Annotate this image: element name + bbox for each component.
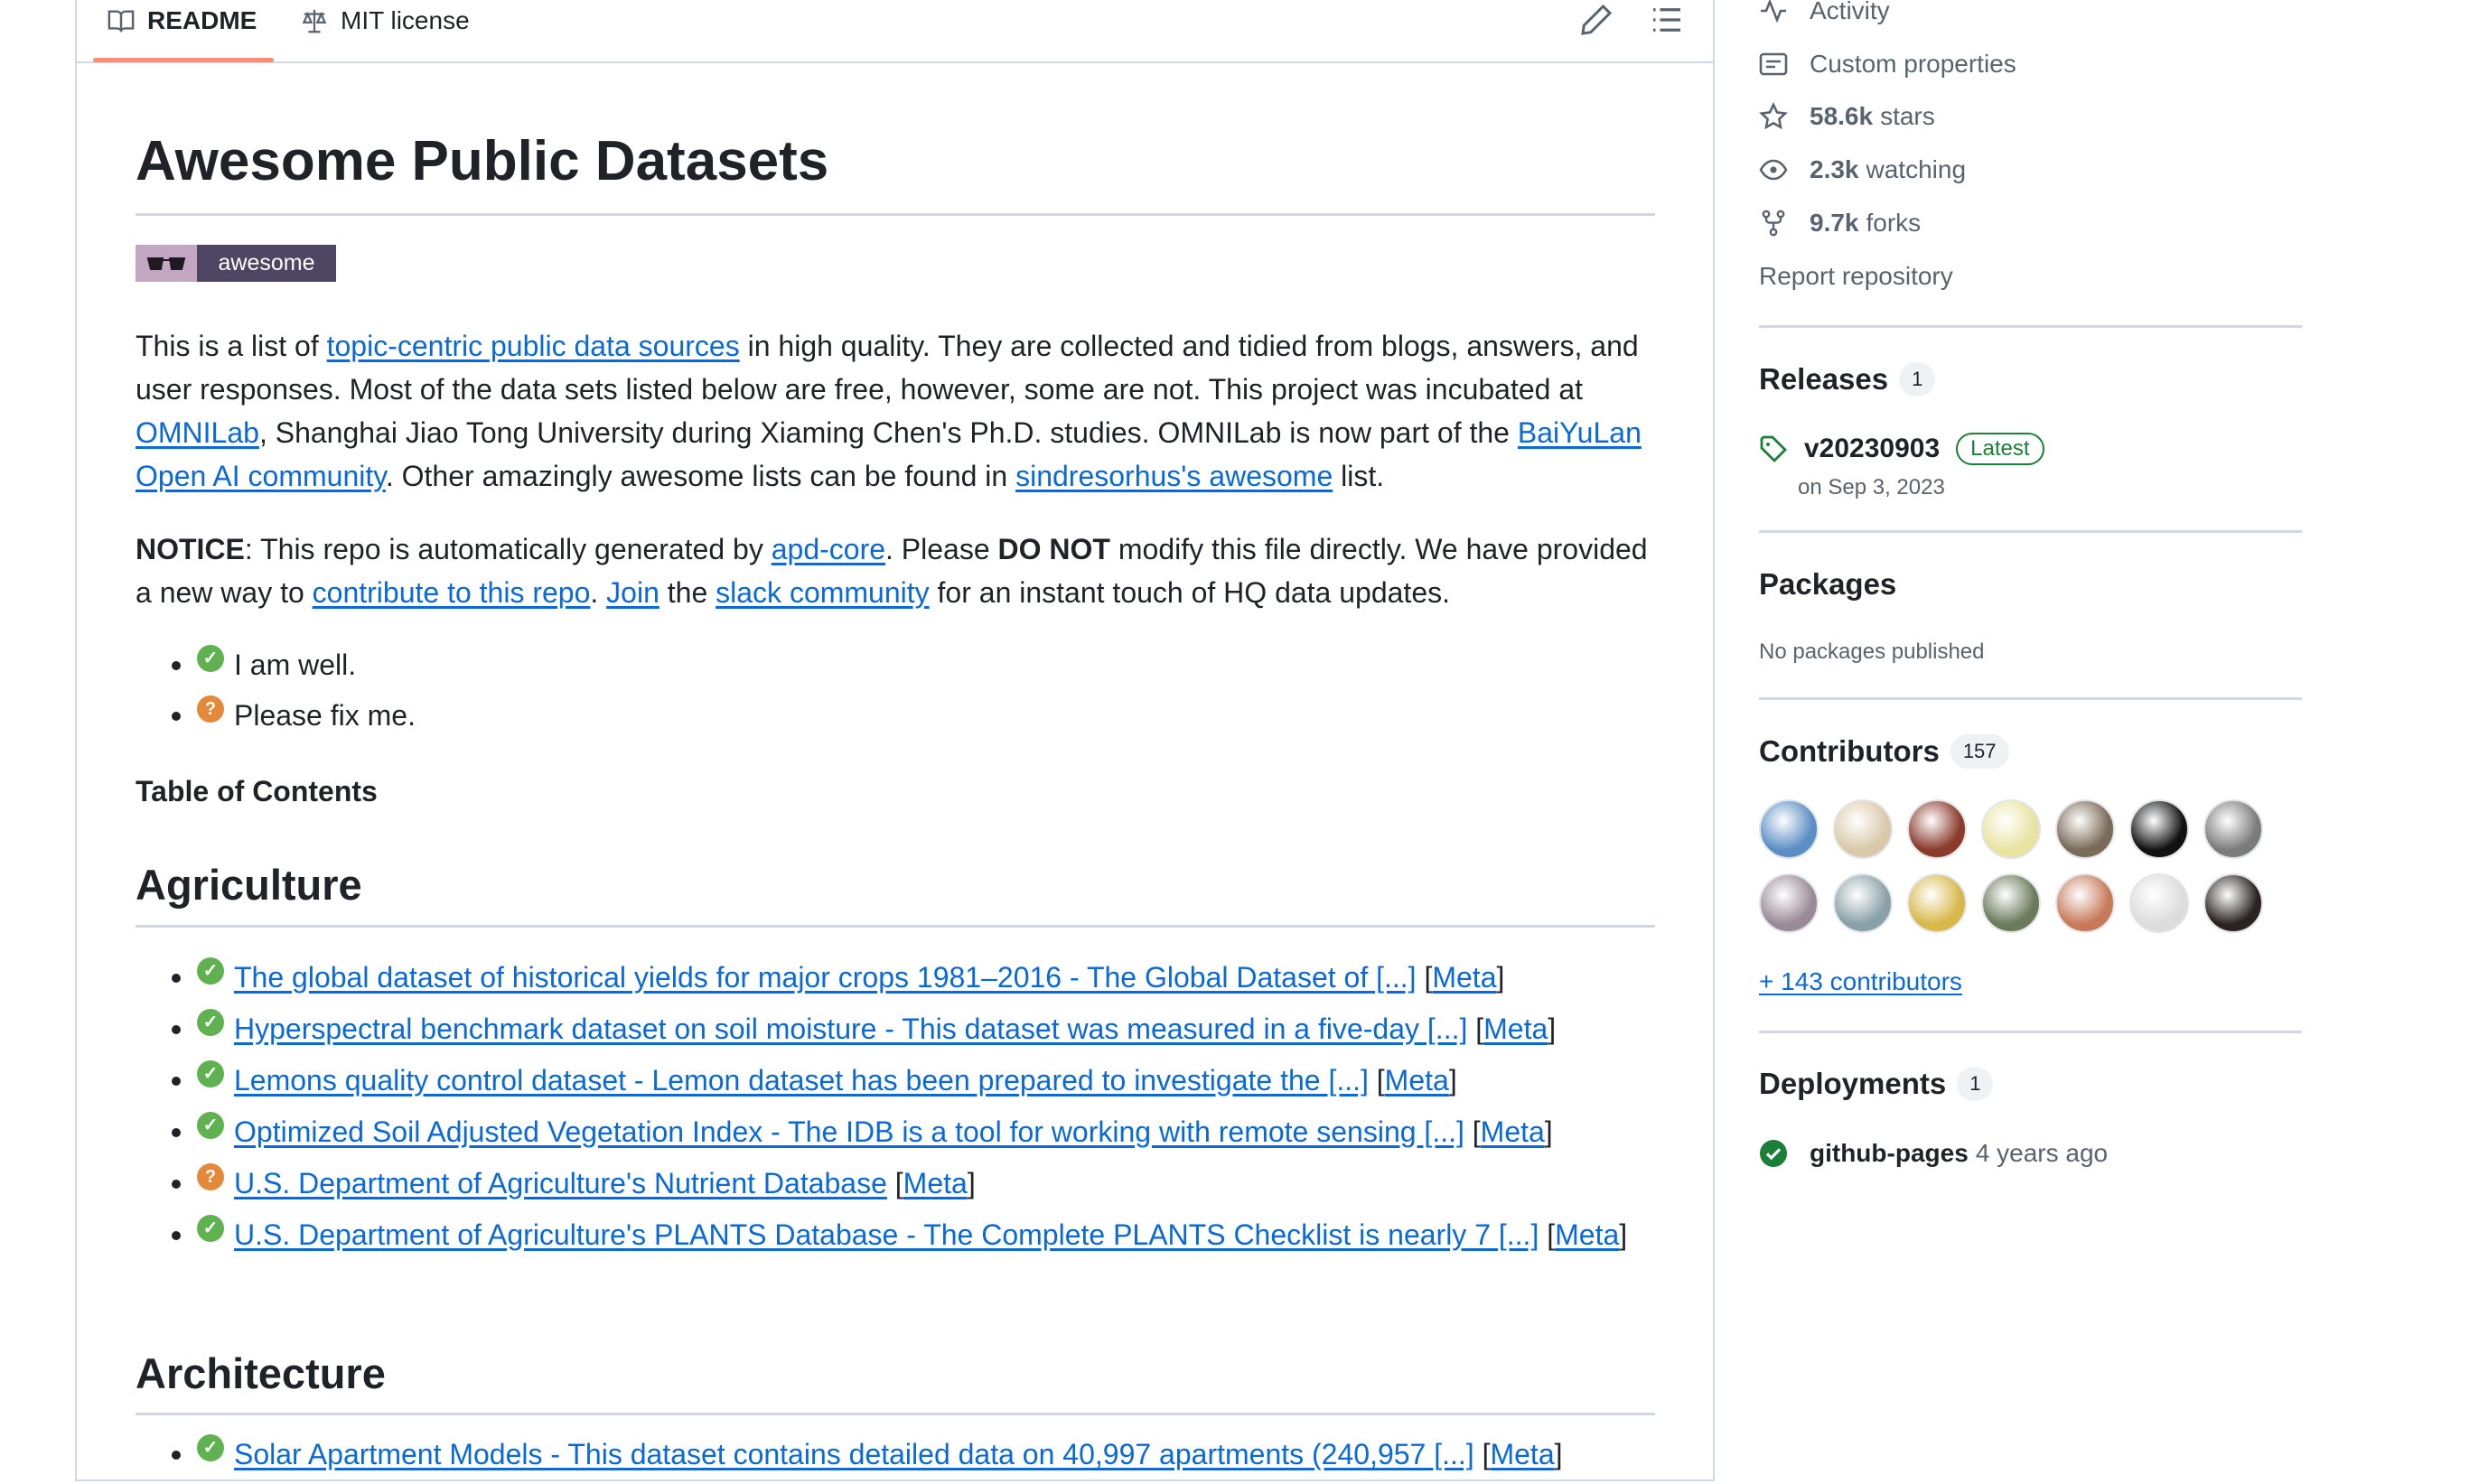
sidebar-link-label: watching (1866, 155, 1967, 183)
text-run: . Please (885, 533, 998, 565)
sidebar-link-label: forks (1866, 209, 1922, 237)
dataset-link[interactable]: U.S. Department of Agriculture's Nutrient Database (234, 1167, 887, 1199)
tag-icon (1759, 434, 1788, 463)
releases-count: 1 (1899, 362, 1935, 397)
more-contributors-label[interactable]: + 143 contributors (1759, 967, 1962, 995)
legend-text: I am well. (234, 649, 357, 681)
question-status-icon: ? (197, 1163, 224, 1190)
releases-title: Releases (1759, 362, 1889, 396)
note-icon (1759, 50, 1788, 79)
text-run: for an instant touch of HQ data updates. (929, 576, 1450, 609)
contributor-avatar[interactable] (1907, 799, 1967, 859)
sidebar-link-count: 2.3k (1810, 155, 1859, 183)
meta-link-wrapper (1547, 1218, 1627, 1251)
no-packages-text: No packages published (1759, 639, 1985, 664)
more-contributors-link[interactable] (1759, 964, 1962, 1000)
inline-link[interactable]: apd-core (771, 533, 886, 565)
dataset-list-item (136, 1433, 1655, 1477)
check-status-icon: ✓ (197, 645, 224, 672)
contributor-avatar[interactable] (1907, 873, 1967, 933)
meta-link-wrapper (1475, 1013, 1556, 1045)
text-run: in high quality. They are collected and tidied from blogs, answers, and user responses. Most of the data sets listed below are free, however, some are not. This project was incubated at (136, 330, 1639, 406)
sidebar-link-fork[interactable] (1759, 205, 1921, 241)
contributor-avatar[interactable] (2129, 873, 2189, 933)
contributor-avatar[interactable] (2055, 799, 2115, 859)
report-repository-link[interactable] (1759, 258, 1953, 294)
check-status-icon: ✓ (197, 1434, 224, 1461)
contributor-avatar[interactable] (1759, 799, 1819, 859)
inline-link[interactable]: contribute to this repo (312, 576, 591, 609)
release-date: on Sep 3, 2023 (1798, 475, 1945, 499)
readme-title: Awesome Public Datasets (136, 130, 829, 192)
contributor-avatar[interactable] (2055, 873, 2115, 933)
meta-link-wrapper (1483, 1438, 1563, 1470)
contributors-count: 157 (1950, 734, 2009, 769)
pencil-icon[interactable] (1578, 2, 1614, 38)
text-run: , Shanghai Jiao Tong University during Xiaming Chen's Ph.D. studies. OMNILab is now part of the (258, 416, 1518, 449)
check-status-icon: ✓ (197, 1112, 224, 1139)
sidebar-link-star[interactable] (1759, 98, 1935, 135)
bold-text: DO NOT (997, 533, 1110, 565)
contributor-avatar[interactable] (1981, 873, 2041, 933)
sidebar-divider (1759, 530, 2302, 533)
sidebar-link-label: stars (1880, 102, 1935, 130)
deployments-title: Deployments (1759, 1067, 1947, 1100)
sidebar-link-eye[interactable] (1759, 152, 1966, 188)
sidebar-link-pulse[interactable] (1759, 0, 1890, 29)
section-heading-architecture: Architecture (136, 1349, 386, 1397)
tab-license-label: MIT license (341, 6, 470, 34)
law-icon (301, 7, 328, 34)
inline-link[interactable]: BaiYuLan Open AI community (136, 416, 1642, 492)
sidebar-link-count: 9.7k (1810, 209, 1859, 237)
dataset-link[interactable]: Optimized Soil Adjusted Vegetation Index - The IDB is a tool for working with remote sensing [...] (234, 1115, 1464, 1148)
dataset-link[interactable]: Hyperspectral benchmark dataset on soil moisture - This dataset was measured in a five-day [...] (234, 1013, 1468, 1045)
text-run: the (659, 576, 716, 609)
sidebar-link-note[interactable] (1759, 46, 2016, 82)
pulse-icon (1759, 0, 1788, 25)
latest-badge: Latest (1956, 433, 2044, 465)
text-run: list. (1333, 460, 1385, 492)
meta-link[interactable]: Meta (1432, 961, 1497, 994)
inline-link[interactable]: Join (606, 576, 660, 609)
tab-readme-label: README (147, 6, 257, 34)
meta-link[interactable]: Meta (1483, 1013, 1548, 1045)
dataset-link[interactable]: The global dataset of historical yields for major crops 1981–2016 - The Global Dataset of [...] (234, 961, 1417, 994)
inline-link[interactable]: OMNILab (136, 416, 259, 449)
dataset-list-item (136, 1213, 1655, 1257)
text-run: modify this file directly. We have provided a new way to (136, 533, 1648, 609)
inline-link[interactable]: topic-centric public data sources (326, 330, 740, 362)
bold-text: NOTICE (136, 533, 245, 565)
check-status-icon: ✓ (197, 1009, 224, 1036)
sunglasses-icon (136, 245, 197, 282)
latest-release[interactable] (1759, 431, 2044, 467)
status-legend (136, 643, 1655, 744)
text-run: . Other amazingly awesome lists can be found in (385, 460, 1016, 492)
sidebar-link-label: Custom properties (1810, 50, 2016, 78)
active-tab-indicator (93, 58, 274, 62)
meta-link-wrapper (1473, 1115, 1553, 1148)
sidebar-link-label: Activity (1810, 0, 1890, 24)
book-icon (108, 7, 135, 34)
section-heading-agriculture: Agriculture (136, 861, 362, 909)
intro-paragraph (136, 324, 1655, 498)
sidebar-divider (1759, 1031, 2302, 1033)
sidebar-divider (1759, 325, 2302, 328)
packages-heading[interactable]: Packages (1759, 567, 1897, 601)
report-label: Report repository (1759, 262, 1953, 290)
dataset-list-item (136, 1162, 1655, 1206)
tab-license[interactable] (301, 0, 470, 42)
inline-link[interactable]: slack community (716, 576, 930, 609)
legend-item (136, 643, 1655, 687)
meta-link-wrapper (1377, 1064, 1457, 1097)
section-divider (136, 925, 1655, 928)
contributor-avatar[interactable] (1759, 873, 1819, 933)
contributor-avatar[interactable] (2203, 799, 2263, 859)
tab-readme[interactable] (108, 0, 257, 42)
fork-icon (1759, 209, 1788, 238)
contributor-avatar[interactable] (2129, 799, 2189, 859)
dataset-list-item (136, 956, 1655, 1000)
contributor-avatar[interactable] (1981, 799, 2041, 859)
meta-link[interactable]: Meta (1384, 1064, 1449, 1097)
dataset-list-item (136, 1059, 1655, 1103)
section-divider (136, 1413, 1655, 1415)
deployment-item[interactable] (1759, 1135, 2108, 1171)
architecture-list (136, 1433, 1655, 1484)
contributor-avatar[interactable] (1833, 873, 1893, 933)
meta-link-wrapper (1424, 961, 1504, 994)
sidebar-link-count: 58.6k (1810, 102, 1874, 130)
dataset-link[interactable]: Lemons quality control dataset - Lemon dataset has been prepared to investigate the [...] (234, 1064, 1369, 1097)
deployment-time: 4 years ago (1975, 1139, 2109, 1167)
legend-text: Please fix me. (234, 699, 416, 732)
meta-link[interactable]: Meta (903, 1167, 968, 1199)
eye-icon (1759, 155, 1788, 184)
dataset-list-item (136, 1007, 1655, 1051)
check-status-icon: ✓ (197, 1060, 224, 1087)
star-icon (1759, 102, 1788, 131)
releases-heading[interactable] (1759, 359, 1935, 399)
deployments-count: 1 (1957, 1067, 1993, 1101)
notice-paragraph (136, 527, 1655, 614)
inline-link[interactable]: sindresorhus's awesome (1015, 460, 1333, 492)
deployment-name: github-pages (1810, 1139, 1969, 1167)
question-status-icon: ? (197, 695, 224, 723)
badge-label: awesome (197, 245, 336, 282)
meta-link[interactable]: Meta (1480, 1115, 1545, 1148)
dataset-link[interactable]: Solar Apartment Models - This dataset contains detailed data on 40,997 apartments (240,957 [...] (234, 1438, 1474, 1470)
text-run: : This repo is automatically generated by (244, 533, 772, 565)
contributor-avatar[interactable] (2203, 873, 2263, 933)
release-tag: v20230903 (1804, 434, 1941, 463)
contributors-heading[interactable] (1759, 732, 2009, 771)
sidebar-divider (1759, 697, 2302, 700)
dataset-list-item (136, 1110, 1655, 1154)
deployments-heading[interactable] (1759, 1064, 1993, 1104)
meta-link-wrapper (895, 1167, 976, 1199)
check-status-icon: ✓ (197, 957, 224, 985)
text-run: . (590, 576, 607, 609)
readme-tabbar (77, 0, 1713, 63)
toc-heading: Table of Contents (136, 775, 378, 807)
agriculture-list (136, 956, 1655, 1265)
dataset-link[interactable]: U.S. Department of Agriculture's PLANTS Database - The Complete PLANTS Checklist is nearly 7 [...] (234, 1218, 1539, 1251)
text-run: This is a list of (136, 330, 327, 362)
check-status-icon: ✓ (197, 1215, 224, 1242)
check-circle-icon (1759, 1139, 1788, 1168)
contributors-title: Contributors (1759, 734, 1940, 768)
contributor-avatar[interactable] (1833, 799, 1893, 859)
meta-link[interactable]: Meta (1490, 1438, 1555, 1470)
outline-list-icon[interactable] (1649, 2, 1685, 38)
legend-item (136, 694, 1655, 738)
awesome-badge[interactable] (136, 245, 336, 282)
meta-link[interactable]: Meta (1555, 1218, 1620, 1251)
title-divider (136, 213, 1655, 216)
